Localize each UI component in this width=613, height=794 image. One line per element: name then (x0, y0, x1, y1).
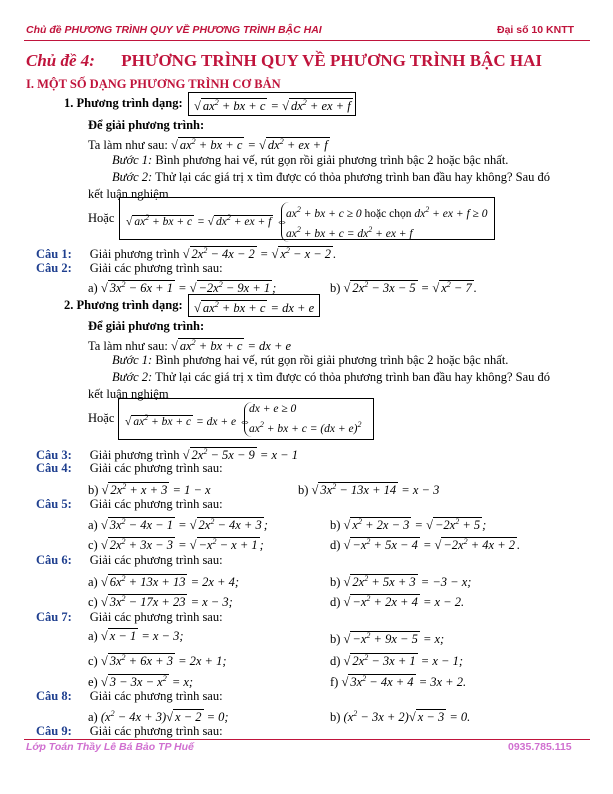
form2-heading: 2. Phương trình dạng: (64, 298, 183, 312)
q7-a: a) √ x − 1 = x − 3; (88, 629, 184, 643)
q5-c: c) √ $2x^2 + 3x - 3$ = √ $-x^2 - x + 1$ ; (88, 537, 264, 553)
q7-c: c) √ $3x^2 + 6x + 3 = 2x + 1$; (88, 653, 227, 669)
q5-d: d) √ $-x^2 + 5x - 4$ = √ $-2x^2 + 4x + 2$ . (330, 537, 521, 553)
footer-right: 0935.785.115 (508, 741, 572, 753)
q8-b: b) $(x^2 - 3x + 2)√$ x − 3 = 0. (330, 709, 471, 725)
footer-left: Lớp Toán Thầy Lê Bá Bảo TP Huế (26, 741, 194, 753)
header-rule (24, 40, 590, 41)
q6-b: b) √ $2x^2 + 5x + 3 = -3 - x$; (330, 574, 472, 590)
form1-step1: Bước 1: Bình phương hai vế, rút gọn rồi giải phương trình bậc 2 hoặc bậc nhất. (112, 153, 509, 167)
q5-a: a) √ $3x^2 - 4x - 1$ = √ $2x^2 - 4x + 3$ ; (88, 517, 268, 533)
q5-b: b) √ $x^2 + 2x - 3$ = √ $-2x^2 + 5$ ; (330, 517, 487, 533)
title-text: PHƯƠNG TRÌNH QUY VỀ PHƯƠNG TRÌNH BẬC HAI (121, 51, 543, 70)
q9-line: Câu 9: Giải các phương trình sau: (36, 724, 223, 738)
form1-step2: Bước 2: Thử lại các giá trị x tìm được có thỏa phương trình ban đầu hay không? Sau đó (112, 170, 551, 184)
form2-or-formula: √ $ax^2$ + bx + c = dx + e ⇔ (125, 413, 251, 428)
q2-line: Câu 2: Giải các phương trình sau: (36, 261, 223, 275)
form2-step1: Bước 1: Bình phương hai vế, rút gọn rồi giải phương trình bậc 2 hoặc bậc nhất. (112, 353, 509, 367)
q6-d: d) √ $-x^2 + 2x + 4 = x - 2$. (330, 594, 465, 610)
header-right: Đại số 10 KNTT (497, 24, 575, 36)
form2-intro-line: Ta làm như sau: √ $ax^2$ + bx + c = dx + e (88, 338, 292, 354)
q8-a: a) $(x^2 - 4x + 3)√$ x − 2 = 0; (88, 709, 229, 725)
title-label: Chủ đề 4: (26, 51, 95, 70)
q7-d: d) √ $2x^2 - 3x + 1 = x - 1$; (330, 653, 463, 669)
q7-b: b) √ $-x^2 + 9x - 5 = x$; (330, 631, 445, 647)
form1-or: Hoặc (88, 211, 115, 225)
form1-formula: √ $ax^2$ + bx + c = √ $dx^2$ + ex + f (194, 98, 351, 114)
form1-or-formula: √ $ax^2$ + bx + c = √ $dx^2$ + ex + f ⇔ (126, 213, 288, 228)
footer-rule (24, 739, 590, 740)
q3-line: Câu 3: Giải phương trình √ $2x^2 - 5x - 9 = x - 1$ (36, 447, 298, 463)
q4-b: b) √ $2x^2 + x + 3 = 1 - x$ (88, 482, 211, 498)
q4-line: Câu 4: Giải các phương trình sau: (36, 461, 223, 475)
form2-step2b: kết luận nghiệm (88, 387, 169, 401)
form1-intro: Ta làm như sau: (88, 138, 168, 153)
q4-b2: b) √ $3x^2 - 13x + 14 = x - 3$ (298, 482, 440, 498)
q7-e: e) √ $3 - 3x - x^2 = x$; (88, 674, 194, 690)
form2-formula: √ $ax^2$ + bx + c = dx + e (194, 300, 315, 316)
form2-system: dx + e ≥ 0 $ax^2$ + bx + c = (dx + e)$^2$ (244, 402, 361, 437)
header-left: Chủ đề PHƯƠNG TRÌNH QUY VỀ PHƯƠNG TRÌNH BẬC HAI (26, 24, 322, 36)
form2-or: Hoặc (88, 411, 115, 425)
q8-line: Câu 8: Giải các phương trình sau: (36, 689, 223, 703)
q6-c: c) √ $3x^2 - 17x + 23 = x - 3$; (88, 594, 233, 610)
form1-heading: 1. Phương trình dạng: (64, 96, 183, 110)
page-title (26, 53, 542, 69)
form1-step2b: kết luận nghiệm (88, 187, 169, 201)
q6-line: Câu 6: Giải các phương trình sau: (36, 553, 223, 567)
q7-line: Câu 7: Giải các phương trình sau: (36, 610, 223, 624)
form1-intro-line: Ta làm như sau: √ $ax^2$ + bx + c = √ $dx^2$ + ex + f (88, 137, 328, 153)
q1-line: Câu 1: Giải phương trình √ $2x^2 - 4x - 2$ = √ $x^2 - x - 2$ . (36, 246, 337, 262)
q5-line: Câu 5: Giải các phương trình sau: (36, 497, 223, 511)
form2-step2: Bước 2: Thử lại các giá trị x tìm được có thỏa phương trình ban đầu hay không? Sau đó (112, 370, 551, 384)
form1-system: $ax^2$ + bx + c ≥ 0 hoặc chọn $dx^2$ + ex + f ≥ 0 $ax^2$ + bx + $c = dx^2$ + ex + f (281, 202, 487, 242)
form2-how: Để giải phương trình: (88, 319, 205, 333)
q2-b: b) √ $2x^2 - 3x - 5$ = √ $x^2 - 7$ . (330, 280, 477, 296)
section-heading: I. MỘT SỐ DẠNG PHƯƠNG TRÌNH CƠ BẢN (26, 77, 281, 91)
q7-f: f) √ $3x^2 - 4x + 4 = 3x + 2$. (330, 674, 467, 690)
form1-how: Để giải phương trình: (88, 118, 205, 132)
q6-a: a) √ $6x^2 + 13x + 13 = 2x + 4$; (88, 574, 240, 590)
q2-a: a) √ $3x^2 - 6x + 1$ = √ $-2x^2 - 9x + 1$ ; (88, 280, 277, 296)
